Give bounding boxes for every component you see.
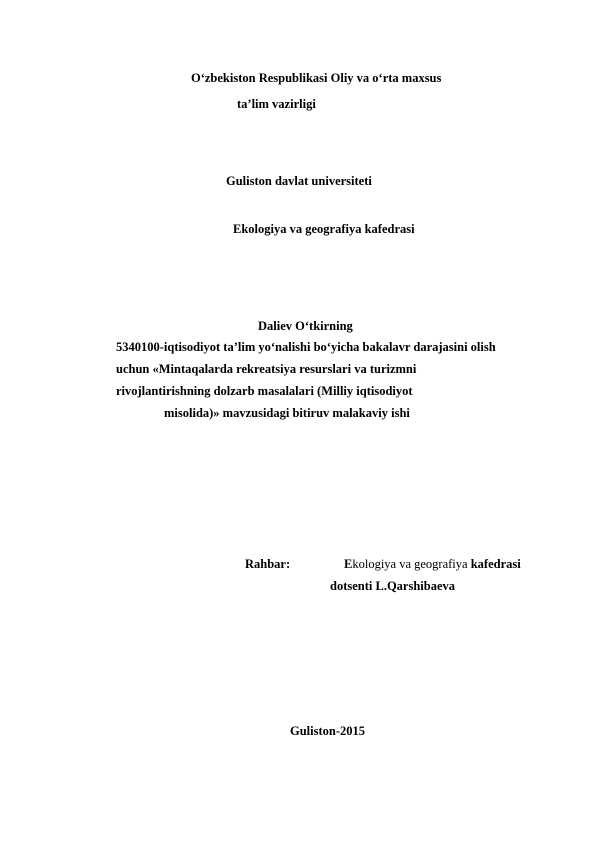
thesis-line-4: misolida)» mavzusidagi bitiruv malakaviy ishi bbox=[164, 406, 410, 420]
supervisor-name: dotsenti L.Qarshibaeva bbox=[330, 579, 456, 593]
thesis-line-3: rivojlantirishning dolzarb masalalari (Milliy iqtisodiyot bbox=[116, 384, 413, 398]
ministry-line-1: O‘zbekiston Respublikasi Oliy va o‘rta maxsus bbox=[191, 71, 442, 85]
footer-city-year: Guliston-2015 bbox=[290, 724, 366, 738]
thesis-line-1: 5340100-iqtisodiyot ta’lim yo‘nalishi bo‘yicha bakalavr darajasini olish bbox=[116, 340, 496, 354]
supervisor-dept-suffix: kafedrasi bbox=[470, 557, 521, 571]
supervisor-dept-initial: E bbox=[344, 557, 353, 571]
author-name: Daliev O‘tkirning bbox=[258, 319, 353, 333]
department-name: Ekologiya va geografiya kafedrasi bbox=[233, 222, 415, 236]
supervisor-dept-text: kologiya va geografiya bbox=[352, 557, 468, 571]
supervisor-department bbox=[344, 556, 521, 572]
supervisor-label: Rahbar: bbox=[245, 557, 291, 571]
thesis-line-2: uchun «Mintaqalarda rekreatsiya resurslari va turizmni bbox=[116, 362, 417, 376]
ministry-line-2: ta’lim vazirligi bbox=[237, 97, 316, 111]
university-name: Guliston davlat universiteti bbox=[226, 174, 372, 188]
